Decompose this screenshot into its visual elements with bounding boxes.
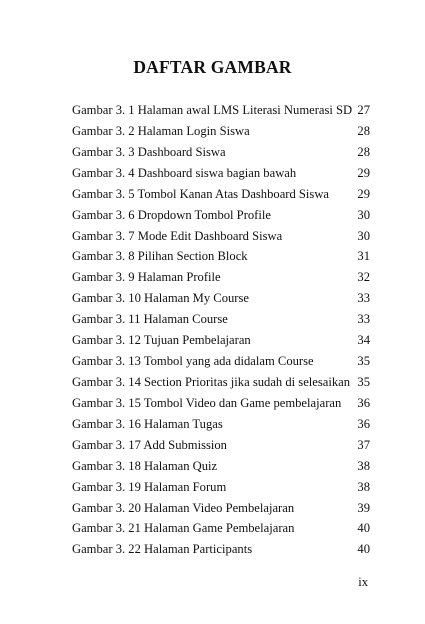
entry-page: 33: [357, 312, 370, 327]
entry-label: Gambar 3. 9 Halaman Profile: [72, 270, 221, 285]
entry-label: Gambar 3. 7 Mode Edit Dashboard Siswa: [72, 228, 283, 243]
page-title: DAFTAR GAMBAR: [133, 57, 292, 77]
list-item[interactable]: [72, 288, 370, 309]
entry-label: Gambar 3. 18 Halaman Quiz: [72, 458, 218, 473]
list-item[interactable]: [72, 414, 370, 435]
entry-page: 28: [357, 144, 370, 159]
entry-label: Gambar 3. 2 Halaman Login Siswa: [72, 123, 250, 138]
figure-list: [72, 100, 370, 560]
list-item[interactable]: [72, 393, 370, 414]
list-item[interactable]: [72, 121, 370, 142]
entry-label: Gambar 3. 5 Tombol Kanan Atas Dashboard Siswa: [72, 186, 330, 201]
entry-page: 32: [357, 270, 370, 285]
entry-page: 31: [357, 249, 370, 264]
entry-page: 33: [357, 291, 370, 306]
entry-label: Gambar 3. 20 Halaman Video Pembelajaran: [72, 500, 295, 515]
list-item[interactable]: [72, 372, 370, 393]
entry-page: 36: [357, 395, 370, 410]
list-item[interactable]: [72, 498, 370, 519]
entry-page: 40: [357, 542, 370, 557]
entry-page: 30: [357, 228, 370, 243]
entry-label: Gambar 3. 12 Tujuan Pembelajaran: [72, 333, 251, 348]
entry-label: Gambar 3. 8 Pilihan Section Block: [72, 249, 248, 264]
list-item[interactable]: [72, 100, 370, 121]
entry-page: 38: [357, 458, 370, 473]
entry-label: Gambar 3. 15 Tombol Video dan Game pembelajaran: [72, 395, 342, 410]
entry-label: Gambar 3. 14 Section Prioritas jika sudah di selesaikan: [72, 374, 351, 389]
entry-page: 29: [357, 165, 370, 180]
list-item[interactable]: [72, 267, 370, 288]
entry-page: 29: [357, 186, 370, 201]
list-item[interactable]: [72, 309, 370, 330]
list-item[interactable]: [72, 163, 370, 184]
list-item[interactable]: [72, 246, 370, 267]
entry-page: 35: [357, 374, 370, 389]
entry-label: Gambar 3. 22 Halaman Participants: [72, 542, 253, 557]
entry-page: 37: [357, 437, 370, 452]
list-item[interactable]: [72, 142, 370, 163]
list-item[interactable]: [72, 330, 370, 351]
list-item[interactable]: [72, 184, 370, 205]
entry-label: Gambar 3. 17 Add Submission: [72, 437, 227, 452]
entry-label: Gambar 3. 19 Halaman Forum: [72, 479, 227, 494]
list-item[interactable]: [72, 456, 370, 477]
entry-page: 35: [357, 354, 370, 369]
entry-label: Gambar 3. 10 Halaman My Course: [72, 291, 249, 306]
entry-label: Gambar 3. 21 Halaman Game Pembelajaran: [72, 521, 295, 536]
entry-label: Gambar 3. 4 Dashboard siswa bagian bawah: [72, 165, 297, 180]
entry-label: Gambar 3. 16 Halaman Tugas: [72, 416, 223, 431]
list-item[interactable]: [72, 226, 370, 247]
entry-page: 27: [357, 103, 370, 117]
entry-label: Gambar 3. 1 Halaman awal LMS Literasi Numerasi SD: [72, 103, 353, 117]
entry-page: 40: [357, 521, 370, 536]
list-item[interactable]: [72, 435, 370, 456]
list-item[interactable]: [72, 518, 370, 539]
list-item[interactable]: [72, 539, 370, 560]
entry-page: 39: [357, 500, 370, 515]
entry-page: 38: [357, 479, 370, 494]
list-item[interactable]: [72, 351, 370, 372]
entry-label: Gambar 3. 6 Dropdown Tombol Profile: [72, 207, 271, 222]
entry-page: 34: [357, 333, 370, 348]
entry-page: 36: [357, 416, 370, 431]
entry-label: Gambar 3. 13 Tombol yang ada didalam Course: [72, 354, 314, 369]
page-number: ix: [358, 575, 368, 589]
list-item[interactable]: [72, 205, 370, 226]
entry-label: Gambar 3. 3 Dashboard Siswa: [72, 144, 226, 159]
entry-page: 28: [357, 123, 370, 138]
list-item[interactable]: [72, 477, 370, 498]
entry-page: 30: [357, 207, 370, 222]
entry-label: Gambar 3. 11 Halaman Course: [72, 312, 228, 327]
